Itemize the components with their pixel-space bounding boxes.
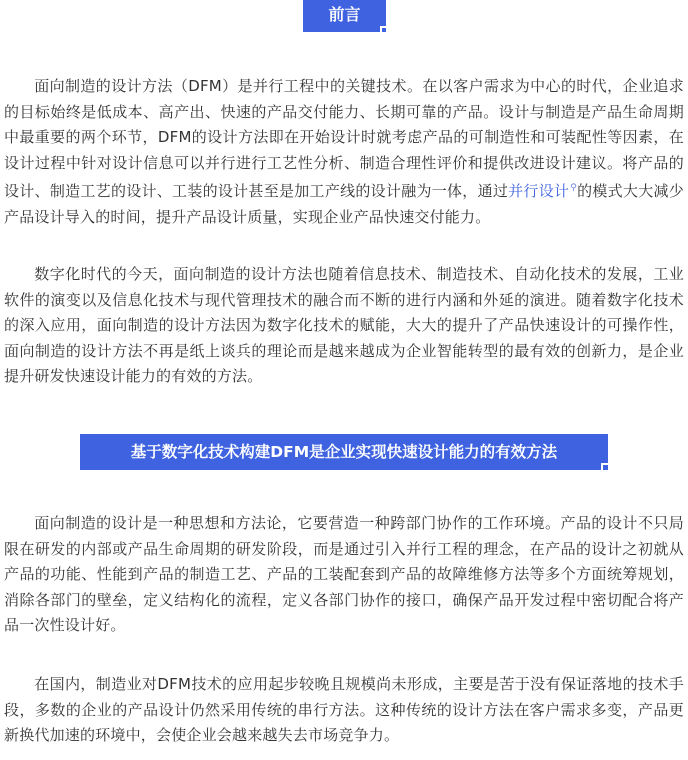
paragraph-intro-tail: 的模式大大减少产品设计导入的时间，提升产品设计质量，实现企业产品快速交付能力。 bbox=[4, 182, 684, 226]
paragraph-domestic-status-text: 在国内，制造业对DFM技术的应用起步较晚且规模尚未形成，主要是苦于没有保证落地的技术手段，多数的企业的产品设计仍然采用传统的串行方法。这种传统的设计方法在客户需求多变，产品更新换代加速的环境中，会使企业会越来越失去市场竞争力。 bbox=[4, 675, 684, 744]
badge-corner-decoration bbox=[380, 26, 386, 32]
paragraph-dfm-concept-text: 面向制造的设计是一种思想和方法论，它要营造一种跨部门协作的工作环境。产品的设计不只局限在研发的内部或产品生命周期的研发阶段，而是通过引入并行工程的理念，在产品的设计之初就从产品的功能、性能到产品的制造工艺、产品的工装配套到产品的故障维修方法等多个方面统筹规划，消除各部门的壁垒，定义结构化的流程，定义各部门协作的接口，确保产品开发过程中密切配合将产品一次性设计好。 bbox=[4, 514, 684, 634]
paragraph-digital-era bbox=[4, 262, 684, 390]
preface-heading-label: 前言 bbox=[328, 5, 361, 24]
paragraph-digital-era-text: 数字化时代的今天，面向制造的设计方法也随着信息技术、制造技术、自动化技术的发展，工业软件的演变以及信息化技术与现代管理技术的融合而不断的进行内涵和外延的演进。随着数字化技术的深入应用，面向制造的设计方法因为数字化技术的赋能，大大的提升了产品快速设计的可操作性，面向制造的设计方法不再是纸上谈兵的理论而是越来越成为企业智能转型的最有效的创新力，是企业提升研发快速设计能力的有效的方法。 bbox=[4, 265, 684, 385]
section-heading-banner bbox=[80, 434, 608, 470]
paragraph-intro bbox=[4, 74, 684, 230]
section-heading-title: 基于数字化技术构建DFM是企业实现快速设计能力的有效方法 bbox=[130, 443, 558, 461]
preface-heading-badge bbox=[303, 0, 386, 32]
paragraph-dfm-concept bbox=[4, 511, 684, 639]
paragraph-domestic-status bbox=[4, 672, 684, 749]
parallel-design-link[interactable] bbox=[508, 182, 577, 200]
banner-corner-decoration bbox=[601, 463, 608, 470]
search-icon: ⚲ bbox=[570, 183, 578, 193]
paragraph-intro-text: 面向制造的设计方法（DFM）是并行工程中的关键技术。在以客户需求为中心的时代，企业追求的目标始终是低成本、高产出、快速的产品交付能力、长期可靠的产品。设计与制造是产品生命周期中最重要的两个环节，DFM的设计方法即在开始设计时就考虑产品的可制造性和可装配性等因素，在设计过程中针对设计信息可以并行进行工艺性分析、制造合理性评价和提供改进设计建议。将产品的设计、制造工艺的设计、工装的设计甚至是加工产线的设计融为一体，通过 bbox=[4, 77, 684, 200]
parallel-design-link-label: 并行设计 bbox=[508, 182, 570, 200]
